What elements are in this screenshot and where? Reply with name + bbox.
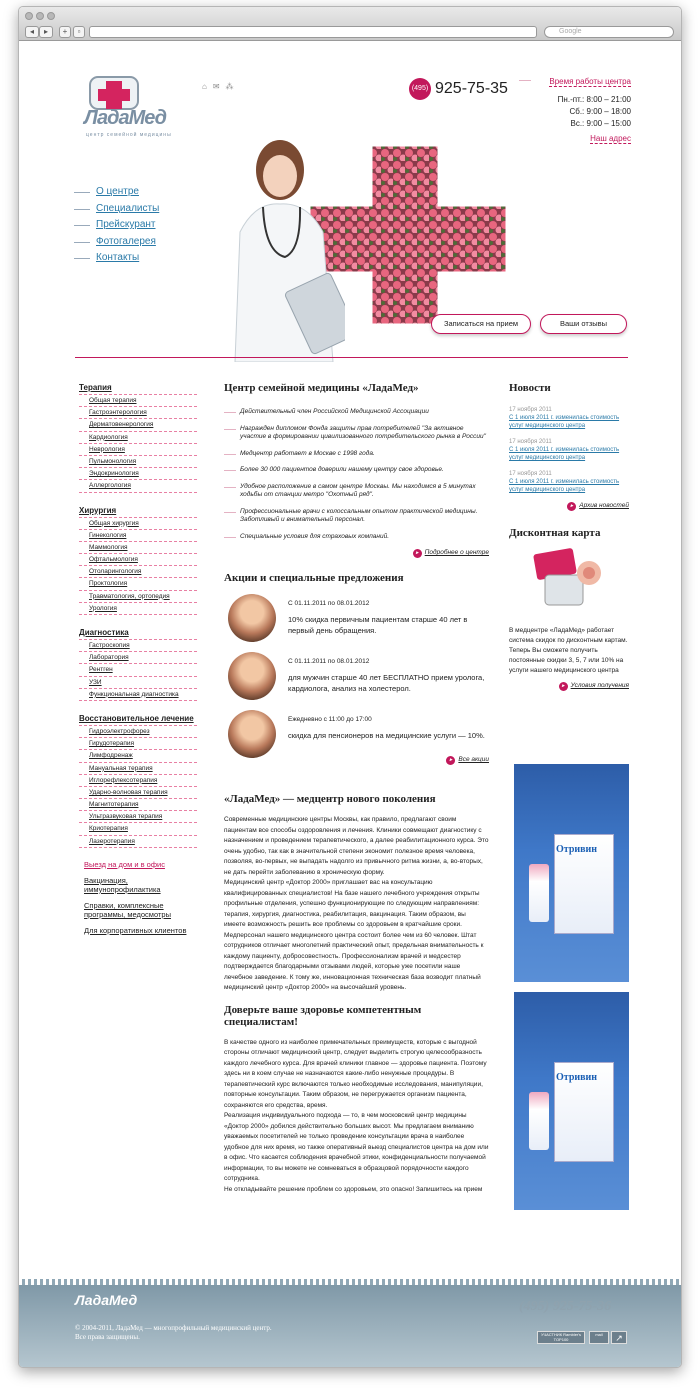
- footer: [19, 1284, 682, 1368]
- sidebar-extra-link[interactable]: Для корпоративных клиентов: [84, 925, 187, 935]
- rights-line: Все права защищены.: [75, 1333, 140, 1341]
- sidebar-item[interactable]: Маммология: [79, 542, 197, 554]
- discount-title: Дисконтная карта: [509, 527, 601, 539]
- article-paragraph: Современные медицинские центры Москвы, как правило, предлагают своим пациентам все способы оздоровления и лечения. Клиники совмещают диагностику с назначением и проведением терапевтического, а далее реабилитационного курса. Это очень удобно, так как в значительной степени экономит полезное время человека, позволяя, во-первых, не выпадать надолго из привычного ритма жизни, а, во-вторых, не дать перейти заболеванию в хроническую форму.: [224, 816, 489, 876]
- sidebar-item[interactable]: Травматология, ортопедия: [79, 591, 197, 603]
- top-icons: [202, 82, 240, 91]
- promo-date: С 01.11.2011 по 08.01.2012: [288, 600, 370, 607]
- sidebar-item[interactable]: Аллергология: [79, 480, 197, 492]
- nav-item[interactable]: [74, 201, 159, 218]
- sidebar-item[interactable]: Пульмонология: [79, 456, 197, 468]
- sidebar-item[interactable]: Гирудотерапия: [79, 738, 197, 750]
- reader-icon[interactable]: ▫: [73, 26, 85, 38]
- sidebar-item[interactable]: Лаборатория: [79, 652, 197, 664]
- footer-phone: (495) 925-75-36: [519, 1299, 612, 1314]
- sidebar-item[interactable]: Иглорефлексотерапия: [79, 775, 197, 787]
- header-divider: [75, 357, 628, 358]
- promo-photo: [228, 594, 276, 642]
- forward-button[interactable]: ▸: [39, 26, 53, 38]
- news-item[interactable]: [509, 470, 629, 494]
- reviews-button[interactable]: Ваши отзывы: [540, 314, 627, 334]
- article-paragraph: Медицинский центр «Доктор 2000» приглашает вас на консультацию квалифицированных специалистов! На базе нашего лечебного учреждения открыты профильные отделения, успешно функционирующие по следующим направлениям: терапия, хирургия, диагностика, реабилитация, вакцинация. Таким образом, вы имеете возможность решить все проблемы со здоровьем в кратчайшие сроки. Медперсонал нашего медицинского центра состоит более чем из 60 человек. Штат сотрудников отличает многолетний практический опыт, предельная внимательность к каждому пациенту, добросовестность. Профессионализм врачей и медсестер подтверждается благодарными отзывами людей, которые уже посетили наше лечебное заведение. К тому же, инновационная техническая база возводит платный медицинский центр «Доктор 2000» на высочайший уровень.: [224, 879, 484, 991]
- news-date: 17 ноября 2011: [509, 407, 552, 413]
- ad-banner[interactable]: [514, 992, 629, 1210]
- discount-link[interactable]: [509, 682, 629, 691]
- hours-row: [519, 94, 631, 106]
- hours-time: 8:00 – 21:00: [586, 95, 631, 104]
- logo-tagline: центр семейной медицины: [86, 132, 172, 138]
- sidebar-item[interactable]: Дерматовенерология: [79, 419, 197, 431]
- arrow-right-icon: ▸: [567, 502, 576, 511]
- hours-days: Пн.-пт.:: [557, 95, 585, 104]
- sidebar-item[interactable]: Гастроскопия: [79, 640, 197, 652]
- nav-item-label: Специалисты: [96, 202, 160, 214]
- site-logo[interactable]: [82, 69, 192, 139]
- sidebar-item[interactable]: Рентген: [79, 664, 197, 676]
- news-item[interactable]: [509, 438, 629, 462]
- sidebar-item[interactable]: Урология: [79, 603, 197, 615]
- about-title: Центр семейной медицины «ЛадаМед»: [224, 382, 419, 394]
- sidebar-gap: [79, 701, 197, 713]
- nav-item[interactable]: [74, 250, 159, 267]
- header-phone: [409, 78, 508, 100]
- arrow-right-icon: ▸: [413, 549, 422, 558]
- mail-icon[interactable]: ✉: [212, 82, 226, 91]
- about-fact: Более 30 000 пациентов доверили нашему центру свое здоровье.: [224, 466, 489, 475]
- sidebar-extra-link[interactable]: Выезд на дом и в офис: [84, 859, 165, 869]
- promo-text: скидка для пенсионеров на медицинские услуги — 10%.: [288, 731, 485, 740]
- sidebar-item[interactable]: Гинекология: [79, 530, 197, 542]
- promo-text: для мужчин старше 40 лет БЕСПЛАТНО прием уролога, кардиолога, анализ на холестерол.: [288, 673, 485, 693]
- main-menu: [74, 184, 159, 267]
- address-bar[interactable]: [89, 26, 537, 38]
- browser-window: [18, 6, 682, 1368]
- page: [19, 42, 682, 1368]
- arrow-right-icon: ▸: [446, 756, 455, 765]
- news-link[interactable]: С 1 июля 2011 г. изменилась стоимость услуг медицинского центра: [509, 479, 620, 493]
- sidebar-item[interactable]: Кардиология: [79, 432, 197, 444]
- promo-photo: [228, 652, 276, 700]
- article: [224, 793, 489, 1195]
- sidebar-item[interactable]: Офтальмология: [79, 554, 197, 566]
- arrow-right-icon: ▸: [559, 682, 568, 691]
- article-paragraph: Не откладывайте решение проблем со здоровьем, это опасно! Запишитесь на прием: [224, 1185, 483, 1193]
- sidebar-extra-link[interactable]: Справки, комплексные программы, медосмотры: [84, 900, 171, 919]
- sidebar-item[interactable]: Гидроэлектрофорез: [79, 726, 197, 738]
- sidebar-item[interactable]: Проктология: [79, 578, 197, 590]
- sidebar-extra-link[interactable]: Вакцинация, иммунопрофилактика: [84, 875, 161, 894]
- sidebar-item[interactable]: Ультразвуковая терапия: [79, 811, 197, 823]
- news-archive-link[interactable]: [509, 502, 629, 511]
- article-title: «ЛадаМед» — медцентр нового поколения: [224, 793, 436, 805]
- sidebar-item[interactable]: Гастроэнтерология: [79, 407, 197, 419]
- mail-counter-badge[interactable]: mail: [589, 1331, 609, 1344]
- news-link[interactable]: С 1 июля 2011 г. изменилась стоимость услуг медицинского центра: [509, 415, 620, 429]
- ad-brand: Отривин: [556, 1072, 598, 1083]
- about-more-label: Подробнее о центре: [424, 549, 489, 556]
- sidebar-item[interactable]: Магнитотерапия: [79, 799, 197, 811]
- about-fact: Удобное расположение в самом центре Москвы. Мы находимся в 5 минутах ходьбы от станции метро "Охотный ряд".: [224, 483, 489, 500]
- sidebar-item[interactable]: УЗИ: [79, 677, 197, 689]
- logo-text: ЛадаМед: [84, 107, 166, 129]
- sidebar-item[interactable]: Общая терапия: [79, 395, 197, 407]
- discount-link-label: Условия получения: [570, 682, 629, 689]
- sidebar-item[interactable]: Эндокринология: [79, 468, 197, 480]
- copyright-line: © 2004-2011, ЛадаМед — многопрофильный медицинский центр.: [75, 1324, 272, 1332]
- working-hours: [519, 76, 631, 145]
- sidebar-category[interactable]: Диагностика: [79, 627, 197, 640]
- sidebar-item[interactable]: Общая хирургия: [79, 518, 197, 530]
- arrow-up-right-icon[interactable]: ↗: [611, 1331, 627, 1344]
- sidebar-item[interactable]: Лимфодренаж: [79, 750, 197, 762]
- home-icon[interactable]: ⌂: [202, 82, 213, 91]
- nav-item[interactable]: [74, 217, 159, 234]
- back-button[interactable]: ◂: [25, 26, 39, 38]
- address-link[interactable]: Наш адрес: [590, 134, 631, 143]
- article-subtitle: Доверьте ваше здоровье компетентным специалистам!: [224, 1003, 422, 1028]
- promo-item[interactable]: [224, 710, 489, 762]
- sidebar-category[interactable]: Хирургия: [79, 505, 197, 518]
- main-content: [224, 382, 489, 1195]
- promo-date: С 01.11.2011 по 08.01.2012: [288, 658, 370, 665]
- sidebar-item[interactable]: Функциональная диагностика: [79, 689, 197, 701]
- hours-time: 9:00 – 18:00: [586, 107, 631, 116]
- hours-row: [519, 106, 631, 118]
- ad-brand: Отривин: [556, 844, 598, 855]
- doctor-photo: [215, 132, 345, 362]
- about-fact: Медцентр работает в Москве с 1998 года.: [224, 450, 489, 459]
- about-fact: Профессиональные врачи с колоссальным опытом практической медицины. Заботливый и внимательный персонал.: [224, 508, 489, 525]
- sidebar-gap: [79, 493, 197, 505]
- sidebar-gap: [79, 615, 197, 627]
- news-item[interactable]: [509, 406, 629, 430]
- article-paragraph: В качестве одного из наиболее примечательных преимуществ, которые с выгодной стороны отличают медицинский центр, следует выделить строгую целесообразность каждого лечебного курса. Для врачей клиники главное — здоровье пациента. Поэтому здесь ни в коем случае не назначаются какие-либо ненужные процедуры. В терапевтический курс включаются только необходимые исследования, манипуляции, повторные консультации. Таким образом, не перегружается организм пациента, сохраняются его средства, время.: [224, 1038, 487, 1109]
- promo-item[interactable]: [224, 594, 489, 646]
- phone-number: 925-75-35: [435, 80, 508, 98]
- promo-item[interactable]: [224, 652, 489, 704]
- news-link[interactable]: С 1 июля 2011 г. изменилась стоимость услуг медицинского центра: [509, 447, 620, 461]
- hours-days: Сб.:: [569, 107, 585, 116]
- nav-item-label: Прейскурант: [96, 219, 156, 230]
- hours-time: 9:00 – 15:00: [586, 119, 631, 128]
- browser-toolbar: [19, 7, 681, 41]
- add-bookmark-button[interactable]: +: [59, 26, 71, 38]
- all-promos-label: Все акции: [458, 756, 489, 763]
- sidebar-item[interactable]: Криотерапия: [79, 823, 197, 835]
- right-column: [509, 382, 629, 691]
- article-paragraph: Реализация индивидуального подхода — то, в чем московский центр медицины «Доктор 2000» добился действительно больших высот. Мы предлагаем вниманию уважаемых посетителей не только проведение консультации врача в наиболее удобное для них время, но также оперативный выезд специалистов центра на дом или в офис. Что касается соблюдения врачебной этики, конфиденциальности получаемой информации, то вы можете не сомневаться в образцовой порядочности каждого сотрудника.: [224, 1112, 489, 1182]
- promo-text: 10% скидка первичным пациентам старше 40 лет в первый день обращения.: [288, 615, 468, 635]
- promo-photo: [228, 710, 276, 758]
- sidebar-category[interactable]: Восстановительное лечение: [79, 713, 197, 726]
- rambler-top100-badge[interactable]: УЧАСТНИК Rambler's TOP100: [537, 1331, 585, 1344]
- close-window-icon[interactable]: [25, 12, 33, 20]
- discount-text: В медцентре «ЛадаМед» работает система скидок по дисконтным картам. Теперь Вы сможете получить постоянные скидки 3, 5, 7 или 10% на услуги нашего медицинского центра: [509, 627, 628, 674]
- sitemap-icon[interactable]: ⁂: [225, 82, 240, 91]
- news-date: 17 ноября 2011: [509, 471, 552, 477]
- footer-logo[interactable]: ЛадаМед: [75, 1292, 138, 1308]
- about-fact: Действительный член Российской Медицинской Ассоциации: [224, 408, 489, 417]
- promos-title: Акции и специальные предложения: [224, 572, 404, 584]
- nav-item[interactable]: [74, 184, 159, 201]
- discount-card-image: [531, 545, 611, 615]
- nav-item-label: О центре: [96, 186, 139, 197]
- nav-item-label: Фотогалерея: [96, 235, 156, 247]
- sidebar-item[interactable]: Мануальная терапия: [79, 763, 197, 775]
- news-archive-label: Архив новостей: [579, 502, 629, 509]
- sidebar-item[interactable]: Отоларингология: [79, 566, 197, 578]
- hours-title[interactable]: Время работы центра: [549, 77, 631, 86]
- about-more-link[interactable]: [224, 549, 489, 558]
- minimize-window-icon[interactable]: [36, 12, 44, 20]
- sidebar-gap: [79, 848, 197, 860]
- nav-item[interactable]: [74, 234, 159, 251]
- nav-item-label: Контакты: [96, 252, 140, 263]
- sidebar-category[interactable]: Терапия: [79, 382, 197, 395]
- sidebar-item[interactable]: Лазеротерапия: [79, 836, 197, 848]
- about-fact: Специальные условия для страховых компаний.: [224, 533, 489, 542]
- hours-row: [519, 118, 631, 130]
- phone-code: (495): [409, 78, 431, 100]
- sidebar-item[interactable]: Ударно-волновая терапия: [79, 787, 197, 799]
- services-sidebar: [79, 382, 197, 942]
- search-field[interactable]: Google: [544, 26, 674, 38]
- ad-banner[interactable]: [514, 764, 629, 982]
- promo-date: Ежедневно с 11:00 до 17:00: [288, 716, 372, 723]
- about-fact: Награжден дипломом Фонда защиты прав потребителей "За активное участие в формировании цивилизованного потребительского рынка в России": [224, 425, 489, 442]
- news-date: 17 ноября 2011: [509, 439, 552, 445]
- news-title: Новости: [509, 382, 551, 394]
- hours-days: Вс.:: [570, 119, 585, 128]
- footer-copyright: [75, 1324, 272, 1342]
- sidebar-item[interactable]: Неврология: [79, 444, 197, 456]
- appointment-button[interactable]: Записаться на прием: [431, 314, 531, 334]
- zoom-window-icon[interactable]: [47, 12, 55, 20]
